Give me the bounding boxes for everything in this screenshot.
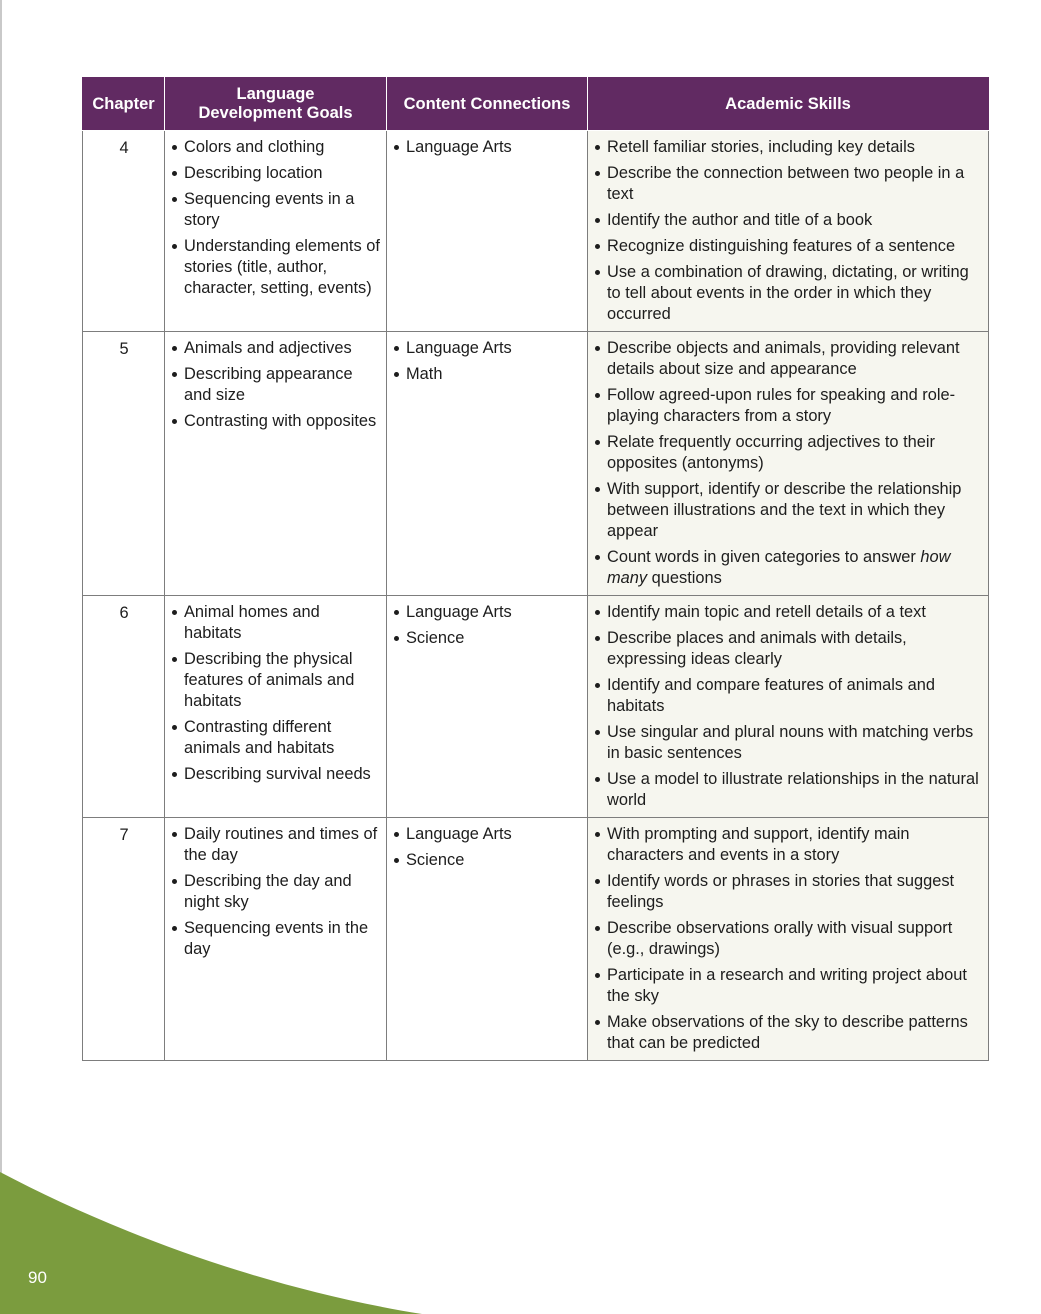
skills-cell [588, 596, 989, 818]
skill-item: With support, identify or describe the relationship between illustrations and the text in which they appear [594, 479, 983, 542]
chapter-number-cell: 5 [83, 332, 165, 596]
table-row [83, 131, 989, 332]
skills-cell-list [594, 602, 983, 811]
connection-item: Language Arts [393, 338, 582, 359]
goals-cell-list [171, 338, 381, 432]
swoosh-shape [0, 1172, 422, 1314]
goal-item: Sequencing events in a story [171, 189, 381, 231]
skill-item: Identify the author and title of a book [594, 210, 983, 231]
connections-column-header: Content Connections [387, 78, 588, 131]
page-number: 90 [28, 1268, 47, 1287]
goal-item: Describing appearance and size [171, 364, 381, 406]
skills-cell [588, 131, 989, 332]
emphasis-text: how many [607, 548, 951, 587]
goal-item: Colors and clothing [171, 137, 381, 158]
connection-item: Math [393, 364, 582, 385]
goals-column-header [165, 78, 387, 131]
goal-item: Sequencing events in the day [171, 918, 381, 960]
skill-item: Describe places and animals with details, expressing ideas clearly [594, 628, 983, 670]
skill-item: Use a model to illustrate relationships in the natural world [594, 769, 983, 811]
connections-cell [387, 332, 588, 596]
skills-cell [588, 818, 989, 1061]
connections-cell-list [393, 824, 582, 871]
goals-cell [165, 596, 387, 818]
page-edge [0, 0, 2, 1314]
skill-item: Describe the connection between two people in a text [594, 163, 983, 205]
goals-cell-list [171, 602, 381, 785]
connections-cell-list [393, 137, 582, 158]
skills-cell-list [594, 338, 983, 589]
connections-cell [387, 596, 588, 818]
table-row [83, 596, 989, 818]
goals-cell-list [171, 137, 381, 299]
goals-header-line1: Language [236, 85, 315, 103]
chapter-number-cell: 7 [83, 818, 165, 1061]
goal-item: Understanding elements of stories (title, author, character, setting, events) [171, 236, 381, 299]
skill-item: Identify words or phrases in stories that suggest feelings [594, 871, 983, 913]
goals-header-line2: Development Goals [198, 104, 353, 122]
goal-item: Animal homes and habitats [171, 602, 381, 644]
goal-item: Describing the physical features of animals and habitats [171, 649, 381, 712]
goals-cell-list [171, 824, 381, 960]
goal-item: Contrasting with opposites [171, 411, 381, 432]
goal-item: Describing the day and night sky [171, 871, 381, 913]
skills-column-header: Academic Skills [588, 78, 989, 131]
connection-item: Language Arts [393, 602, 582, 623]
skills-cell [588, 332, 989, 596]
goal-item: Describing survival needs [171, 764, 381, 785]
skill-item: Make observations of the sky to describe patterns that can be predicted [594, 1012, 983, 1054]
skill-item: Participate in a research and writing project about the sky [594, 965, 983, 1007]
skill-item: Retell familiar stories, including key details [594, 137, 983, 158]
chapter-number-cell: 6 [83, 596, 165, 818]
connection-item: Language Arts [393, 824, 582, 845]
skill-item: Describe objects and animals, providing relevant details about size and appearance [594, 338, 983, 380]
skill-item: Identify main topic and retell details of a text [594, 602, 983, 623]
connection-item: Science [393, 850, 582, 871]
skill-item: Identify and compare features of animals and habitats [594, 675, 983, 717]
goal-item: Describing location [171, 163, 381, 184]
skill-item: Use a combination of drawing, dictating, or writing to tell about events in the order in which they occurred [594, 262, 983, 325]
goal-item: Contrasting different animals and habitats [171, 717, 381, 759]
connections-cell [387, 131, 588, 332]
connections-cell-list [393, 602, 582, 649]
table-body [83, 131, 989, 1061]
connection-item: Language Arts [393, 137, 582, 158]
skill-item: Relate frequently occurring adjectives to their opposites (antonyms) [594, 432, 983, 474]
table-row [83, 818, 989, 1061]
table-row [83, 332, 989, 596]
skill-item: With prompting and support, identify main characters and events in a story [594, 824, 983, 866]
chapter-number-cell: 4 [83, 131, 165, 332]
table-header-row [83, 78, 989, 131]
skills-cell-list [594, 137, 983, 325]
skills-cell-list [594, 824, 983, 1054]
goal-item: Animals and adjectives [171, 338, 381, 359]
scope-sequence-table [82, 77, 989, 1061]
connections-cell-list [393, 338, 582, 385]
skill-item: Describe observations orally with visual support (e.g., drawings) [594, 918, 983, 960]
goals-cell [165, 818, 387, 1061]
goal-item: Daily routines and times of the day [171, 824, 381, 866]
green-swoosh-decoration [0, 1160, 440, 1314]
goals-cell [165, 332, 387, 596]
goals-cell [165, 131, 387, 332]
skill-item: Count words in given categories to answer how many questions [594, 547, 983, 589]
chapter-column-header: Chapter [83, 78, 165, 131]
skill-item: Recognize distinguishing features of a sentence [594, 236, 983, 257]
connections-cell [387, 818, 588, 1061]
skill-item: Follow agreed-upon rules for speaking and role-playing characters from a story [594, 385, 983, 427]
connection-item: Science [393, 628, 582, 649]
skill-item: Use singular and plural nouns with matching verbs in basic sentences [594, 722, 983, 764]
